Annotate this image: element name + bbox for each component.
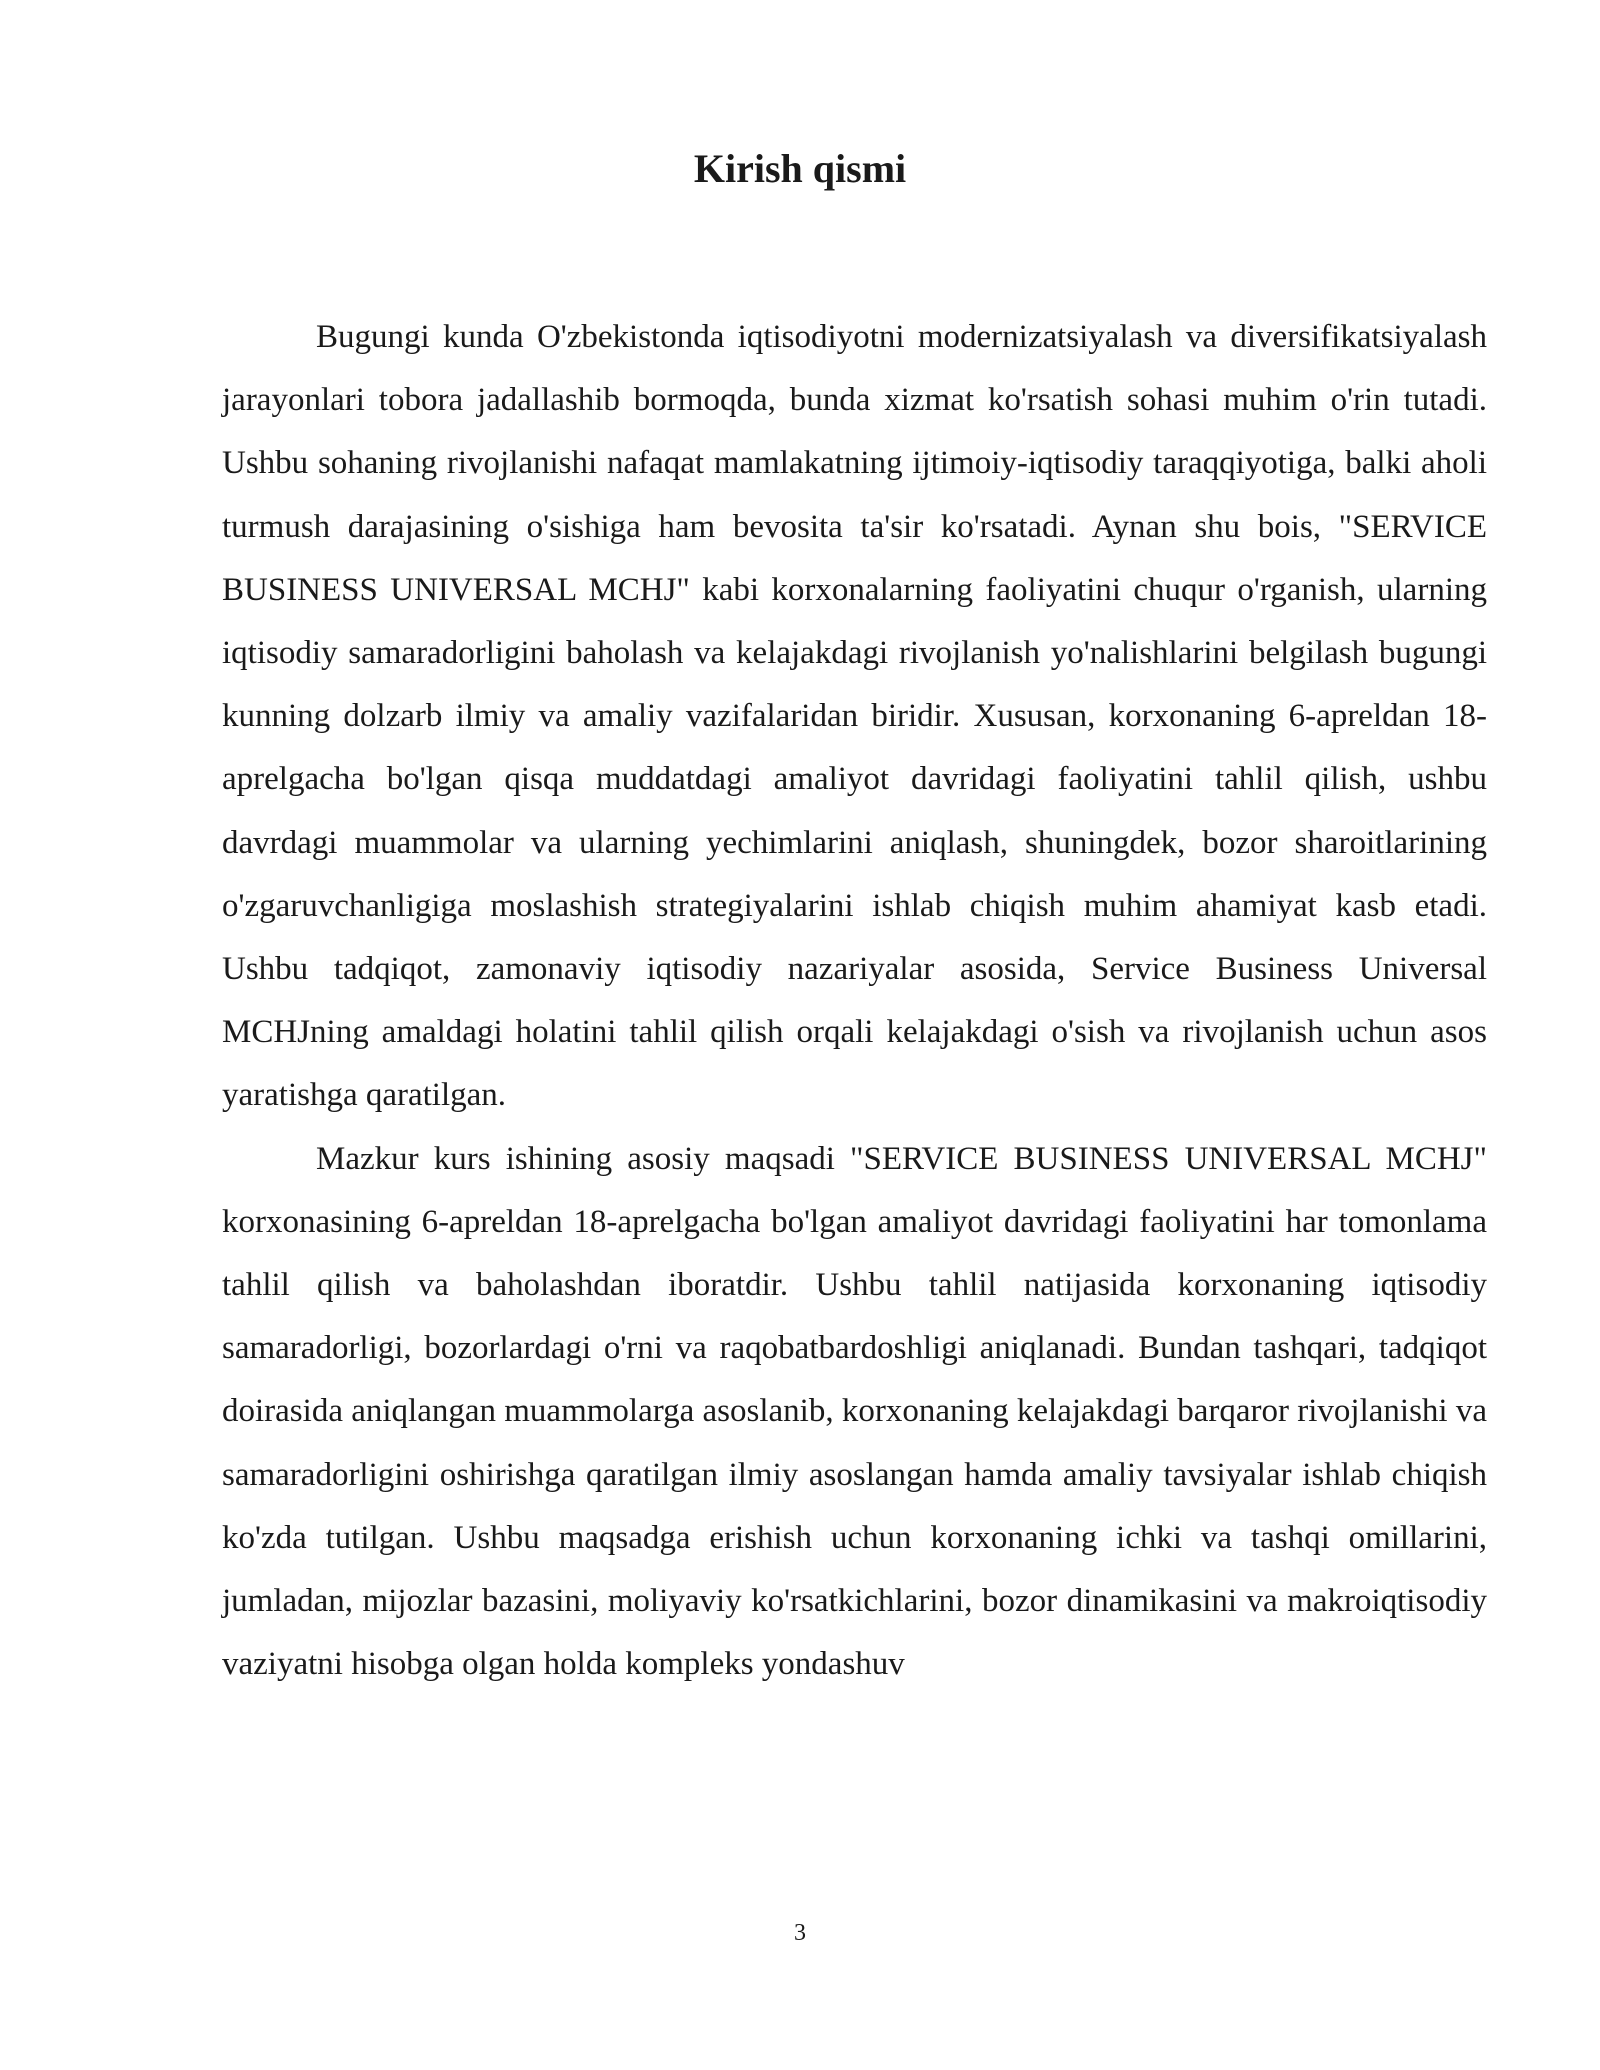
section-title: Kirish qismi <box>693 146 907 191</box>
body-text <box>222 306 1487 1696</box>
paragraph-1: Bugungi kunda O'zbekistonda iqtisodiyotni modernizatsiyalash va diversifikatsiyalash jarayonlari tobora jadallashib bormoqda, bunda xizmat ko'rsatish sohasi muhim o'rin tutadi. Ushbu sohaning rivojlanishi nafaqat mamlakatning ijtimoiy-iqtisodiy taraqqiyotiga, balki aholi turmush darajasining o'sishiga ham bevosita ta'sir ko'rsatadi. Aynan shu bois, "SERVICE BUSINESS UNIVERSAL MCHJ" kabi korxonalarning faoliyatini chuqur o'rganish, ularning iqtisodiy samaradorligini baholash va kelajakdagi rivojlanish yo'nalishlarini belgilash bugungi kunning dolzarb ilmiy va amaliy vazifalaridan biridir. Xususan, korxonaning 6-apreldan 18-aprelgacha bo'lgan qisqa muddatdagi amaliyot davridagi faoliyatini tahlil qilish, ushbu davrdagi muammolar va ularning yechimlarini aniqlash, shuningdek, bozor sharoitlarining o'zgaruvchanligiga moslashish strategiyalarini ishlab chiqish muhim ahamiyat kasb etadi. Ushbu tadqiqot, zamonaviy iqtisodiy nazariyalar asosida, Service Business Universal MCHJning amaldagi holatini tahlil qilish orqali kelajakdagi o'sish va rivojlanish uchun asos yaratishga qaratilgan. <box>222 319 1487 1114</box>
page-number: 3 <box>794 1920 806 1946</box>
paragraph-2: Mazkur kurs ishining asosiy maqsadi "SERVICE BUSINESS UNIVERSAL MCHJ" korxonasining 6-apreldan 18-aprelgacha bo'lgan amaliyot davridagi faoliyatini har tomonlama tahlil qilish va baholashdan iboratdir. Ushbu tahlil natijasida korxonaning iqtisodiy samaradorligi, bozorlardagi o'rni va raqobatbardoshligi aniqlanadi. Bundan tashqari, tadqiqot doirasida aniqlangan muammolarga asoslanib, korxonaning kelajakdagi barqaror rivojlanishi va samaradorligini oshirishga qaratilgan ilmiy asoslangan hamda amaliy tavsiyalar ishlab chiqish ko'zda tutilgan. Ushbu maqsadga erishish uchun korxonaning ichki va tashqi omillarini, jumladan, mijozlar bazasini, moliyaviy ko'rsatkichlarini, bozor dinamikasini va makroiqtisodiy vaziyatni hisobga olgan holda kompleks yondashuv <box>222 1140 1487 1683</box>
